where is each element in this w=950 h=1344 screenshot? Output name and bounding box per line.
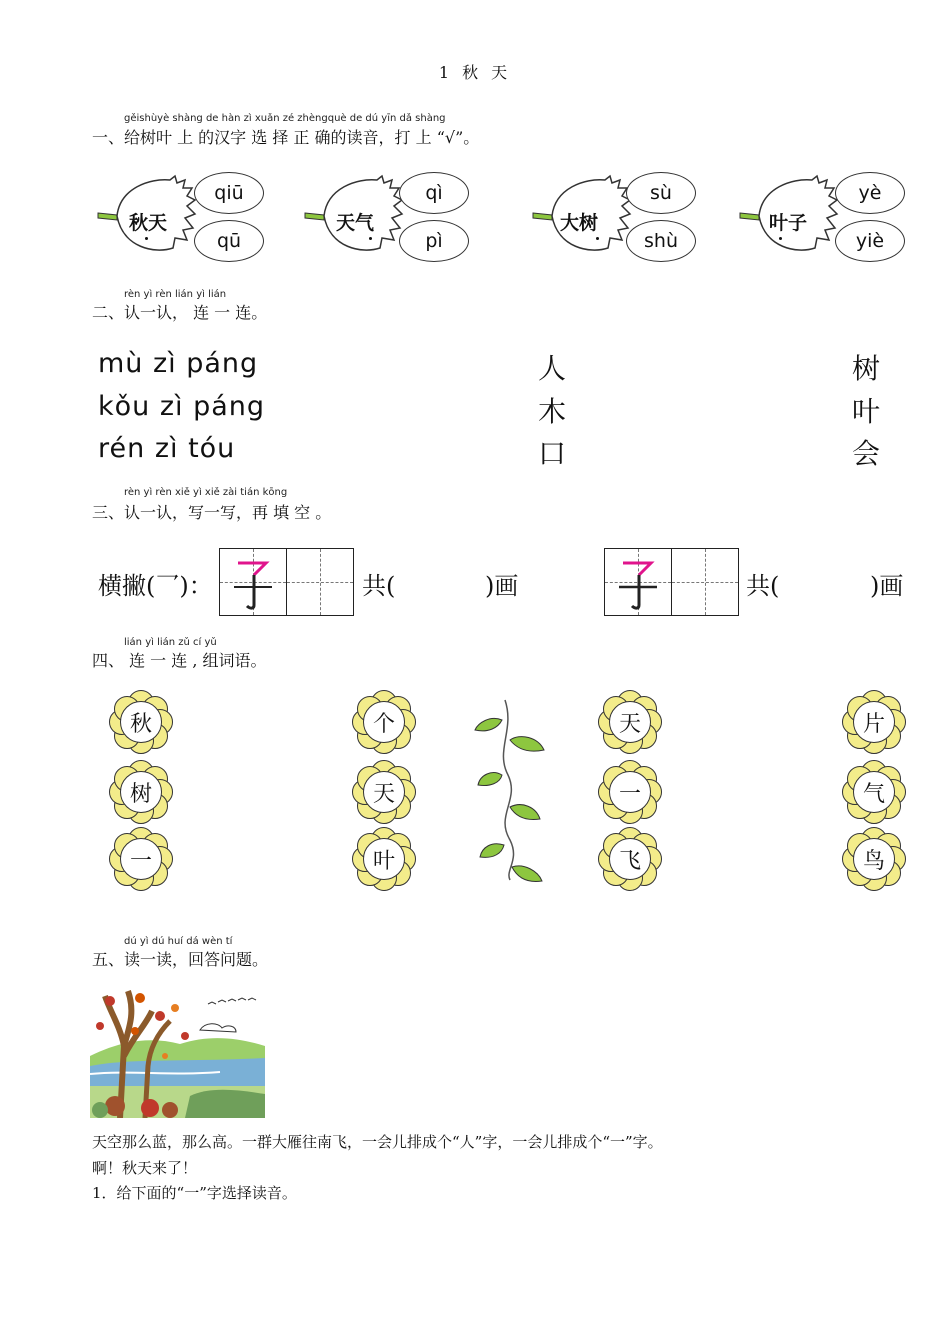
q5-pinyin: dú yì dú huí dá wèn tí <box>124 936 233 947</box>
autumn-scene-illustration <box>90 986 265 1118</box>
stroke-glyph <box>220 549 286 615</box>
dot-mark <box>369 237 372 240</box>
leaf-item-3[interactable] <box>530 168 710 268</box>
flower-center: 天 <box>609 701 651 743</box>
pinyin-option-bottom[interactable]: shù <box>626 220 696 262</box>
pinyin-option-bottom[interactable]: qū <box>194 220 264 262</box>
pinyin-row-1[interactable]: mù zì páng <box>98 348 259 379</box>
grid-cell[interactable] <box>605 549 672 615</box>
pinyin-option-top[interactable]: qiū <box>194 172 264 214</box>
pinyin-option-top[interactable]: sù <box>626 172 696 214</box>
q3-pinyin: rèn yì rèn xiě yì xiě zài tián kōng <box>124 487 288 498</box>
pinyin-option-top[interactable]: qì <box>399 172 469 214</box>
leaf-word: 大树 <box>560 212 599 234</box>
pinyin-option-bottom[interactable]: yiè <box>835 220 905 262</box>
leaf-item-2[interactable] <box>302 168 482 268</box>
word-char-3[interactable]: 会 <box>852 437 881 470</box>
stroke-name: 横撇(乛)： <box>98 572 213 600</box>
passage-line-1: 天空那么蓝，那么高。一群大雁往南飞，一会儿排成个“人”字，一会儿排成个“一”字。 <box>92 1133 663 1151</box>
word-char-2[interactable]: 叶 <box>852 395 881 428</box>
q1-instruction: 一、给树叶 上 的汉字 选 择 正 确的读音，打 上 “√”。 <box>92 128 480 147</box>
q1-pinyin: gěishùyè shàng de hàn zì xuǎn zé zhèngquè de dú yīn dǎ shàng <box>124 113 446 124</box>
pinyin-option-top[interactable]: yè <box>835 172 905 214</box>
radical-char-1[interactable]: 人 <box>538 352 567 385</box>
writing-grid-2[interactable] <box>604 548 739 616</box>
flower-center: 树 <box>120 771 162 813</box>
grid-cell[interactable] <box>220 549 287 615</box>
pinyin-option-bottom[interactable]: pì <box>399 220 469 262</box>
flower-char-col1-1[interactable] <box>111 692 169 750</box>
flower-center: 飞 <box>609 838 651 880</box>
flower-char-col2-1[interactable] <box>354 692 412 750</box>
leaf-word: 叶子 <box>769 212 808 234</box>
flower-char-col1-3[interactable] <box>111 829 169 887</box>
gong-open-1: 共( <box>362 572 396 600</box>
flower-center: 片 <box>853 701 895 743</box>
gong-open-2: 共( <box>746 572 780 600</box>
leaf-item-1[interactable] <box>95 168 275 268</box>
flower-center: 个 <box>363 701 405 743</box>
leaf-word: 天气 <box>336 212 375 234</box>
flower-center: 一 <box>120 838 162 880</box>
dot-mark <box>779 237 782 240</box>
dot-mark <box>596 237 599 240</box>
flower-char-col2-2[interactable] <box>354 762 412 820</box>
q5-instruction: 五、读一读，回答问题。 <box>92 950 269 969</box>
radical-char-3[interactable]: 口 <box>538 437 567 470</box>
flower-center: 一 <box>609 771 651 813</box>
passage-line-2: 啊！秋天来了！ <box>92 1159 198 1177</box>
pinyin-row-2[interactable]: kǒu zì páng <box>98 391 266 422</box>
dot-mark <box>145 237 148 240</box>
flower-char-col4-2[interactable] <box>844 762 902 820</box>
radical-char-2[interactable]: 木 <box>538 395 567 428</box>
leaf-item-4[interactable] <box>737 168 917 268</box>
flower-center: 叶 <box>363 838 405 880</box>
q4-instruction: 四、 连 一 连 , 组词语。 <box>92 651 267 670</box>
q2-instruction: 二、认一认， 连 一 连。 <box>92 303 268 322</box>
sub-question-1: 1．给下面的“一”字选择读音。 <box>92 1184 297 1202</box>
writing-grid-1[interactable] <box>219 548 354 616</box>
flower-char-col3-3[interactable] <box>600 829 658 887</box>
word-char-1[interactable]: 树 <box>852 352 881 385</box>
leaf-word: 秋天 <box>129 212 168 234</box>
vine-icon <box>470 695 550 885</box>
flower-center: 气 <box>853 771 895 813</box>
q3-instruction: 三、认一认，写一写，再 填 空 。 <box>92 503 332 522</box>
q2-pinyin: rèn yì rèn lián yì lián <box>124 289 227 300</box>
flower-char-col4-3[interactable] <box>844 829 902 887</box>
flower-char-col3-1[interactable] <box>600 692 658 750</box>
grid-cell[interactable] <box>672 549 738 615</box>
pinyin-row-3[interactable]: rén zì tóu <box>98 433 236 464</box>
hua-close-1: )画 <box>485 572 519 600</box>
flower-char-col3-2[interactable] <box>600 762 658 820</box>
flower-char-col1-2[interactable] <box>111 762 169 820</box>
flower-center: 秋 <box>120 701 162 743</box>
flower-center: 鸟 <box>853 838 895 880</box>
grid-cell[interactable] <box>287 549 353 615</box>
q4-pinyin: lián yì lián zǔ cí yǔ <box>124 637 217 648</box>
flower-char-col4-1[interactable] <box>844 692 902 750</box>
flower-char-col2-3[interactable] <box>354 829 412 887</box>
flower-center: 天 <box>363 771 405 813</box>
stroke-glyph <box>605 549 671 615</box>
hua-close-2: )画 <box>870 572 904 600</box>
page-title: 1 秋 天 <box>438 63 512 82</box>
